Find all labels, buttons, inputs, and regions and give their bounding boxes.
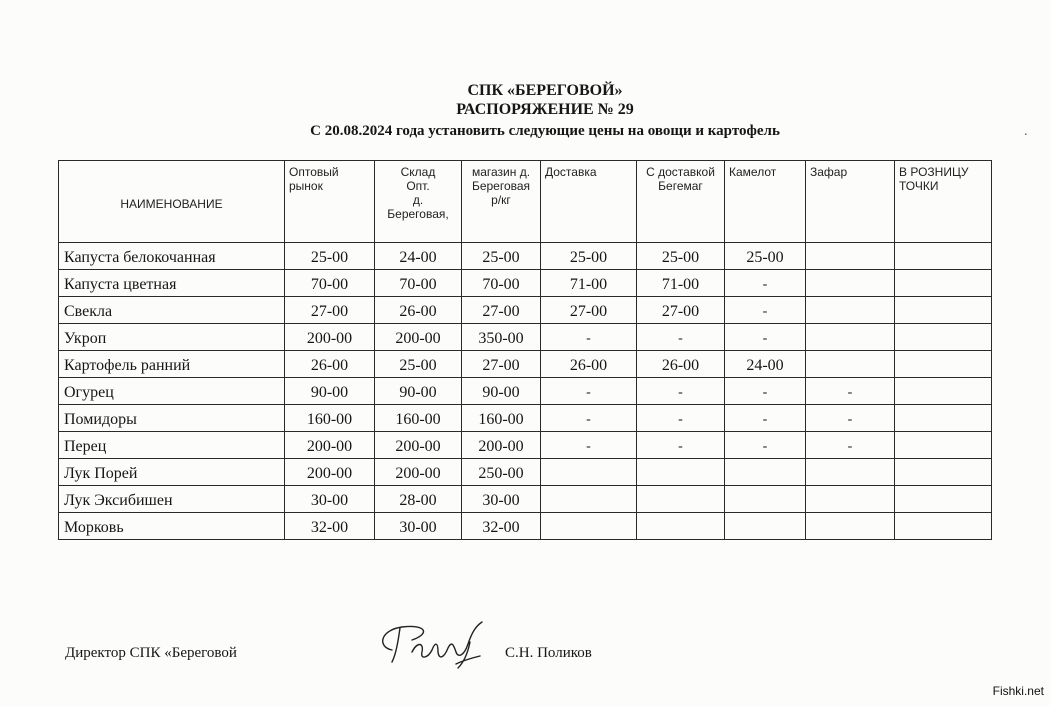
price-cell: 160-00 [285, 405, 375, 432]
product-name-cell: Огурец [59, 378, 285, 405]
price-cell [895, 432, 992, 459]
price-cell [637, 513, 725, 540]
column-header-3 [462, 161, 541, 243]
price-cell [806, 513, 895, 540]
price-cell: - [725, 324, 806, 351]
price-cell: - [725, 378, 806, 405]
price-cell: 71-00 [541, 270, 637, 297]
price-cell [725, 513, 806, 540]
price-cell: - [725, 270, 806, 297]
price-cell [895, 324, 992, 351]
column-header-label [725, 161, 805, 179]
price-cell [806, 297, 895, 324]
price-cell: 71-00 [637, 270, 725, 297]
price-cell [895, 486, 992, 513]
price-cell: 27-00 [462, 297, 541, 324]
price-cell: - [806, 432, 895, 459]
director-title: Директор СПК «Береговой [65, 645, 237, 661]
column-header-1 [285, 161, 375, 243]
price-cell [637, 459, 725, 486]
price-cell: - [637, 405, 725, 432]
organization-name: СПК «БЕРЕГОВОЙ» [467, 82, 623, 99]
price-cell: 200-00 [375, 432, 462, 459]
price-cell [895, 270, 992, 297]
table-row [59, 270, 992, 297]
price-cell: 250-00 [462, 459, 541, 486]
price-cell [806, 459, 895, 486]
price-cell: 90-00 [375, 378, 462, 405]
price-cell: 200-00 [462, 432, 541, 459]
price-cell: - [637, 324, 725, 351]
column-header-line: д. [412, 193, 424, 207]
table-row [59, 432, 992, 459]
price-cell [637, 486, 725, 513]
price-cell: - [806, 378, 895, 405]
price-cell [806, 351, 895, 378]
price-cell [541, 513, 637, 540]
column-header-line: Бегемаг [658, 179, 703, 193]
price-cell: 30-00 [462, 486, 541, 513]
price-cell: 25-00 [725, 243, 806, 270]
price-cell: 26-00 [637, 351, 725, 378]
column-header-label [806, 161, 894, 179]
price-cell [725, 459, 806, 486]
product-name-cell: Морковь [59, 513, 285, 540]
subtitle-trailing-mark: . [1024, 124, 1028, 139]
watermark: Fishki.net [992, 684, 1044, 698]
column-header-label [375, 161, 461, 221]
price-cell [806, 270, 895, 297]
price-cell: - [637, 432, 725, 459]
handwritten-signature [372, 612, 492, 672]
price-cell: 160-00 [375, 405, 462, 432]
product-name-cell: Лук Порей [59, 459, 285, 486]
table-row [59, 243, 992, 270]
price-cell: - [725, 405, 806, 432]
table-row [59, 378, 992, 405]
price-cell: - [541, 324, 637, 351]
product-name-cell: Капуста цветная [59, 270, 285, 297]
column-header-line: В РОЗНИЦУ [899, 165, 969, 179]
product-name-cell: Лук Эксибишен [59, 486, 285, 513]
column-header-4 [541, 161, 637, 243]
price-cell: 200-00 [285, 432, 375, 459]
price-cell [806, 324, 895, 351]
price-cell: 32-00 [462, 513, 541, 540]
price-cell: 32-00 [285, 513, 375, 540]
price-cell: - [541, 378, 637, 405]
column-header-line: Опт. [406, 179, 430, 193]
column-header-line: Береговая [471, 179, 531, 193]
price-cell [895, 378, 992, 405]
price-cell [895, 459, 992, 486]
document-title: РАСПОРЯЖЕНИЕ № 29 [456, 101, 634, 118]
column-header-line: р/кг [491, 193, 511, 207]
table-row [59, 405, 992, 432]
price-cell: 27-00 [541, 297, 637, 324]
price-cell [725, 486, 806, 513]
price-cell [895, 243, 992, 270]
column-header-line: Зафар [810, 165, 848, 179]
product-name-cell: Перец [59, 432, 285, 459]
column-header-line: ТОЧКИ [899, 179, 939, 193]
price-cell: 25-00 [462, 243, 541, 270]
price-cell: 200-00 [375, 324, 462, 351]
column-header-line: Береговая, [387, 207, 449, 221]
column-header-line: НАИМЕНОВАНИЕ [120, 196, 223, 211]
price-cell: 200-00 [375, 459, 462, 486]
price-cell: 90-00 [462, 378, 541, 405]
document-subtitle: С 20.08.2024 года установить следующие цены на овощи и картофель [310, 123, 780, 139]
price-cell: - [725, 297, 806, 324]
price-cell: 30-00 [285, 486, 375, 513]
column-header-5 [637, 161, 725, 243]
price-cell: - [541, 432, 637, 459]
price-cell: 27-00 [462, 351, 541, 378]
price-cell: 26-00 [375, 297, 462, 324]
price-cell: 350-00 [462, 324, 541, 351]
price-cell [895, 351, 992, 378]
signer-name: С.Н. Поликов [505, 645, 592, 661]
price-cell: - [541, 405, 637, 432]
column-header-line: рынок [289, 179, 323, 193]
price-cell: 30-00 [375, 513, 462, 540]
table-row [59, 486, 992, 513]
column-header-line: Камелот [729, 165, 777, 179]
table-row [59, 513, 992, 540]
price-cell: 160-00 [462, 405, 541, 432]
price-cell: - [637, 378, 725, 405]
column-header-0 [59, 161, 285, 243]
price-cell: 200-00 [285, 459, 375, 486]
price-cell [806, 486, 895, 513]
price-table [58, 160, 992, 540]
column-header-label [637, 161, 724, 193]
table-row [59, 324, 992, 351]
product-name-cell: Капуста белокочанная [59, 243, 285, 270]
price-cell: 25-00 [541, 243, 637, 270]
column-header-2 [375, 161, 462, 243]
table-row [59, 351, 992, 378]
price-cell [895, 405, 992, 432]
price-cell [541, 486, 637, 513]
price-cell [895, 513, 992, 540]
column-header-label [462, 161, 540, 207]
table-row [59, 459, 992, 486]
column-header-label [895, 161, 991, 193]
price-cell [541, 459, 637, 486]
price-cell: 26-00 [285, 351, 375, 378]
price-cell: 24-00 [725, 351, 806, 378]
price-cell: 27-00 [637, 297, 725, 324]
price-cell [895, 297, 992, 324]
column-header-line: Доставка [545, 165, 597, 179]
price-cell: 25-00 [285, 243, 375, 270]
column-header-label [285, 161, 374, 193]
table-body [59, 243, 992, 540]
price-cell: 200-00 [285, 324, 375, 351]
price-cell: 24-00 [375, 243, 462, 270]
column-header-label [541, 161, 636, 179]
table-header-row [59, 161, 992, 243]
column-header-line: Склад [400, 165, 436, 179]
price-cell: 26-00 [541, 351, 637, 378]
product-name-cell: Укроп [59, 324, 285, 351]
product-name-cell: Помидоры [59, 405, 285, 432]
product-name-cell: Свекла [59, 297, 285, 324]
column-header-6 [725, 161, 806, 243]
price-cell: - [725, 432, 806, 459]
price-cell: 70-00 [462, 270, 541, 297]
price-cell: 70-00 [375, 270, 462, 297]
price-cell: 25-00 [375, 351, 462, 378]
price-cell: 25-00 [637, 243, 725, 270]
price-cell [806, 243, 895, 270]
product-name-cell: Картофель ранний [59, 351, 285, 378]
column-header-line: Оптовый [289, 165, 339, 179]
price-cell: 28-00 [375, 486, 462, 513]
table-row [59, 297, 992, 324]
price-cell: 70-00 [285, 270, 375, 297]
price-cell: - [806, 405, 895, 432]
price-cell: 27-00 [285, 297, 375, 324]
column-header-8 [895, 161, 992, 243]
column-header-line: магазин д. [471, 165, 531, 179]
column-header-line: С доставкой [646, 165, 715, 179]
column-header-7 [806, 161, 895, 243]
column-header-label [59, 193, 284, 211]
price-cell: 90-00 [285, 378, 375, 405]
